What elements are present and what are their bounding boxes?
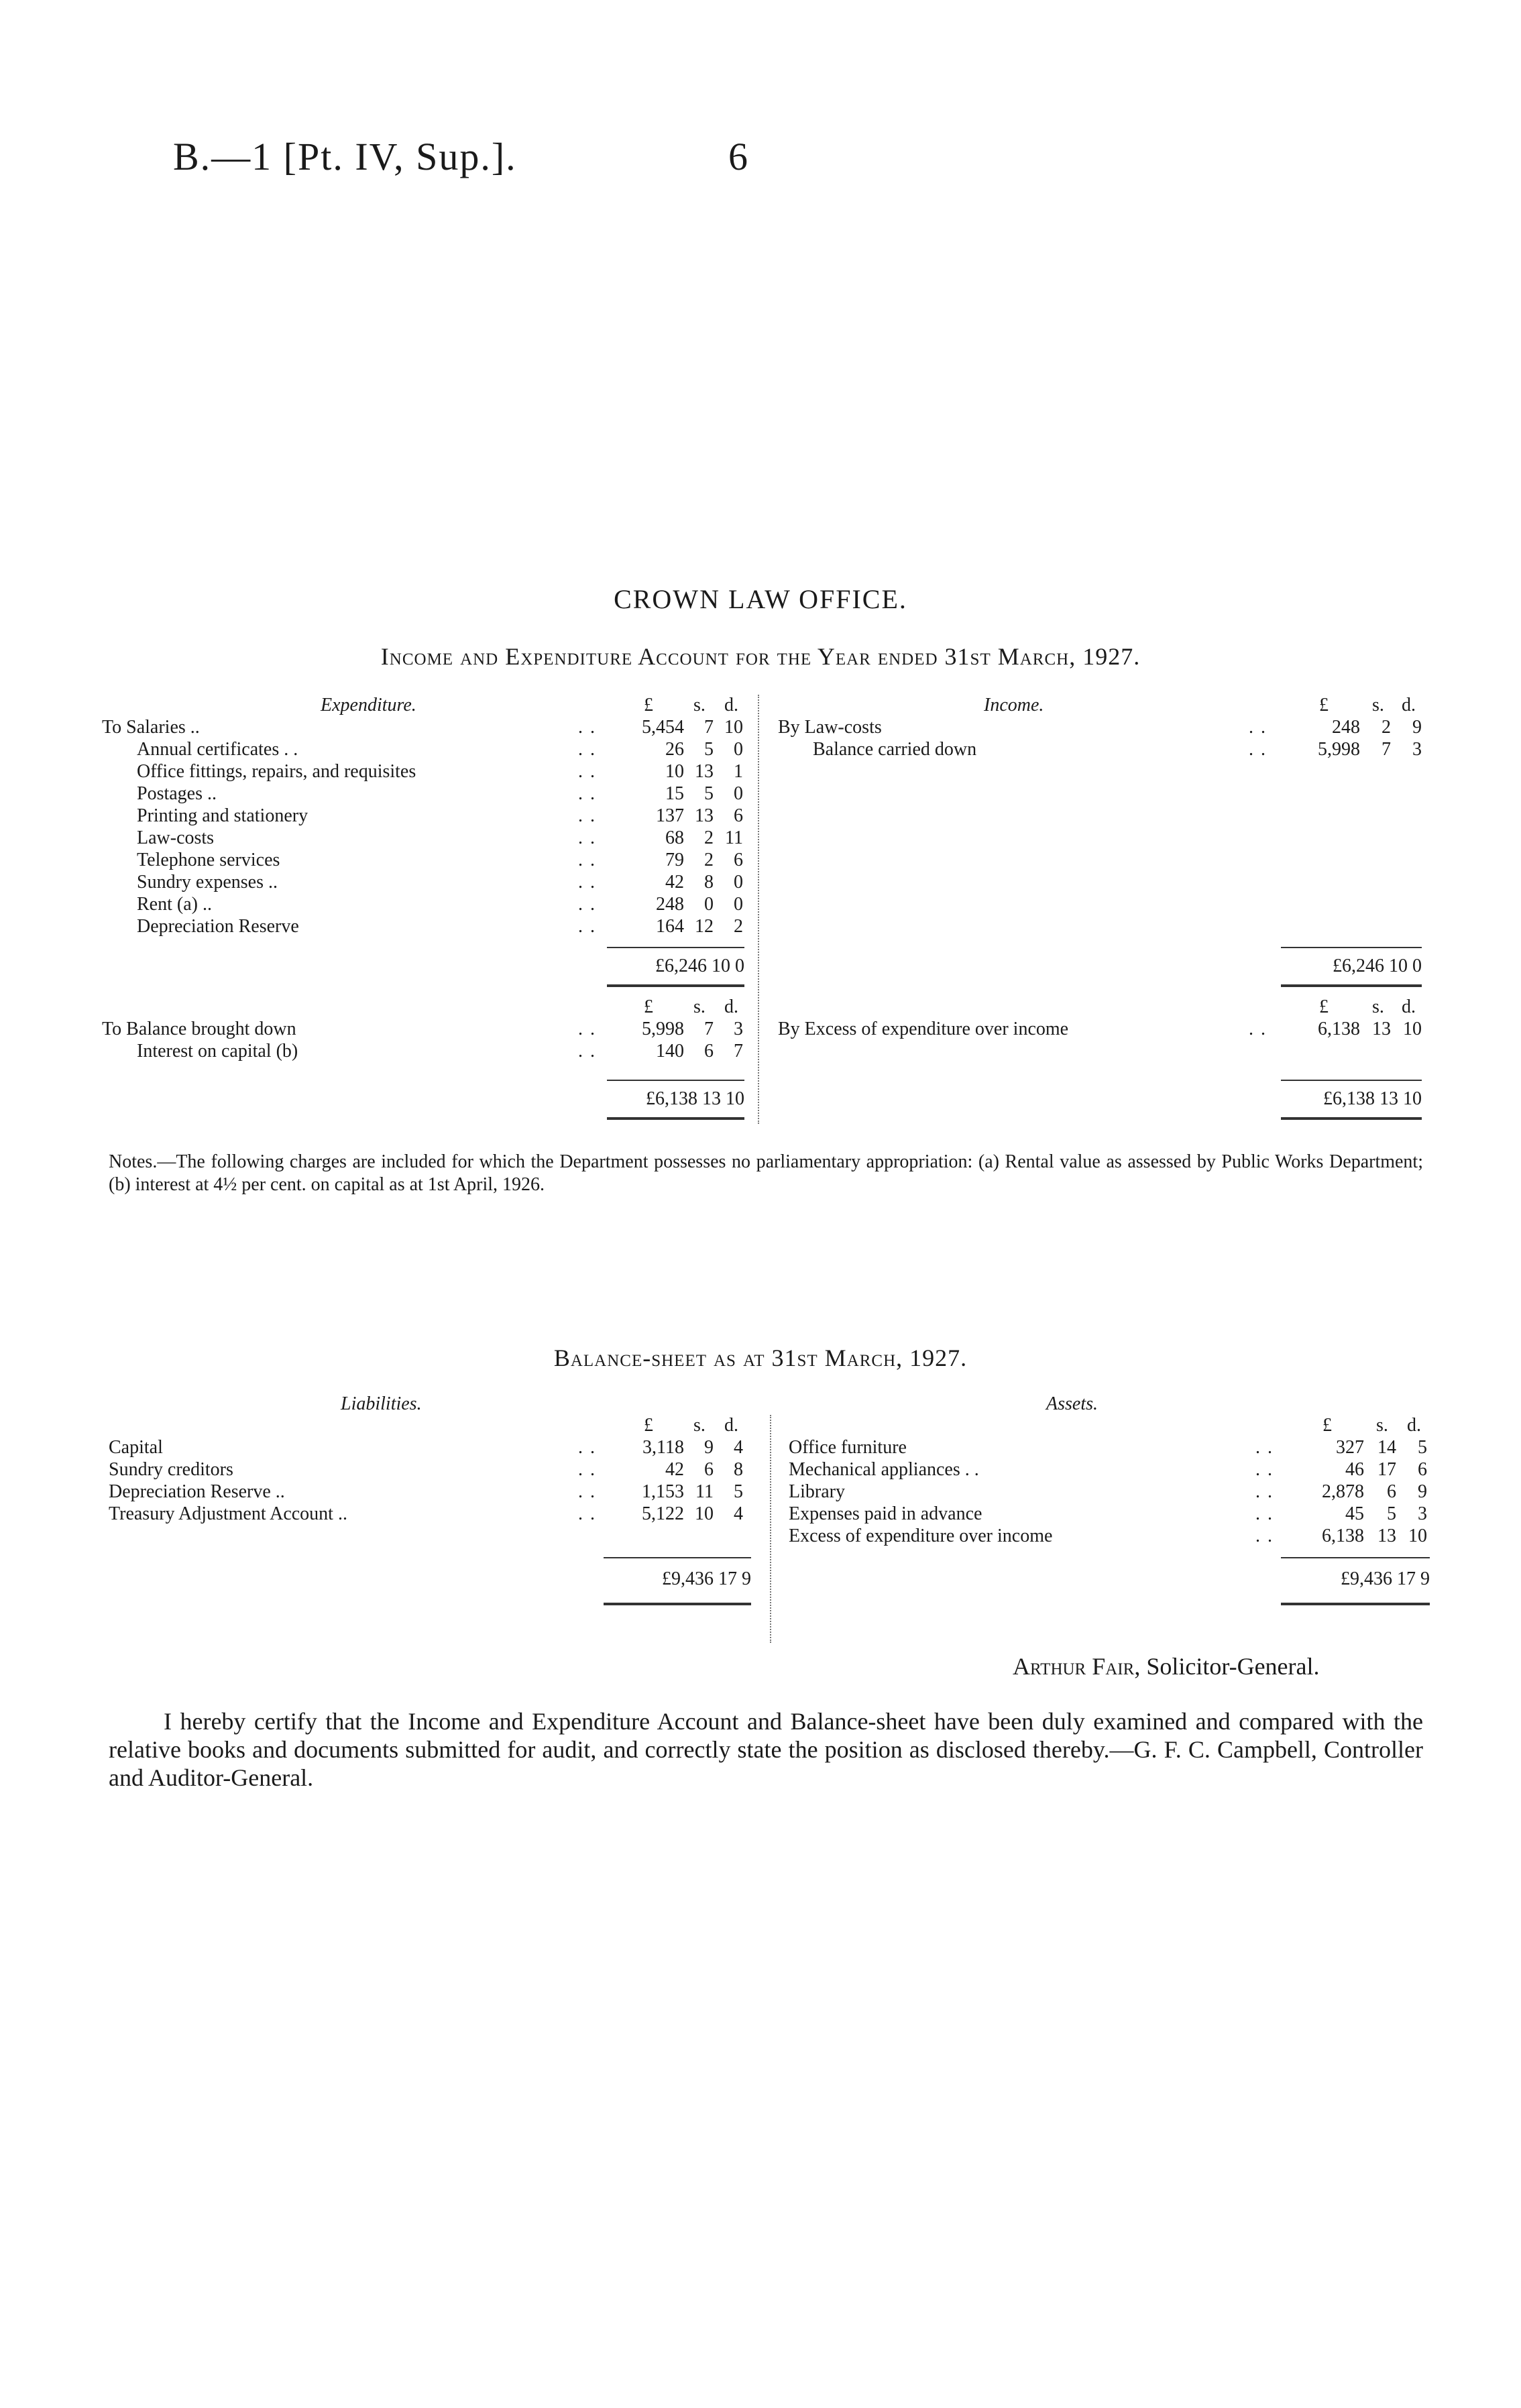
pence-value: 0 <box>734 894 743 915</box>
pence-value: 5 <box>734 1481 743 1502</box>
leader-dots: . . <box>1249 717 1267 738</box>
pounds-value: 3,118 <box>642 1437 684 1458</box>
pence-value: 3 <box>734 1019 743 1039</box>
leader-dots: . . <box>578 1503 596 1524</box>
total-rule <box>1281 1080 1422 1081</box>
pounds-value: 6,138 <box>1318 1019 1360 1039</box>
pence-value: 3 <box>1412 739 1422 760</box>
row-label: Sundry expenses .. <box>137 872 278 893</box>
pence-header: d. <box>724 996 738 1017</box>
pence-value: 7 <box>734 1041 743 1062</box>
expenditure-total: £6,246 10 0 <box>655 956 744 976</box>
shillings-value: 13 <box>1372 1019 1391 1039</box>
leader-dots: . . <box>578 916 596 937</box>
pounds-value: 10 <box>665 761 684 782</box>
page-number: 6 <box>728 135 749 178</box>
leader-dots: . . <box>1255 1526 1274 1546</box>
shillings-value: 6 <box>704 1459 714 1480</box>
leader-dots: . . <box>1255 1437 1274 1458</box>
pounds-value: 5,998 <box>642 1019 684 1039</box>
expenditure-row <box>0 893 1521 916</box>
income-row <box>0 1018 1521 1041</box>
leader-dots: . . <box>578 1481 596 1502</box>
expenditure-row <box>0 849 1521 872</box>
shillings-value: 13 <box>695 761 714 782</box>
pence-value: 8 <box>734 1459 743 1480</box>
row-label: Excess of expenditure over income <box>789 1526 1053 1546</box>
shillings-value: 6 <box>704 1041 714 1062</box>
shilling-header: s. <box>1372 996 1384 1017</box>
shilling-header: s. <box>693 1415 706 1436</box>
balance-heading: Balance-sheet as at 31st March, 1927. <box>553 1344 968 1371</box>
leader-dots: . . <box>1249 739 1267 760</box>
pounds-value: 6,138 <box>1322 1526 1364 1546</box>
pence-value: 3 <box>1418 1503 1427 1524</box>
expenditure-total-2: £6,138 13 10 <box>646 1088 744 1109</box>
total-rule <box>604 1557 751 1558</box>
expenditure-row <box>0 783 1521 805</box>
pounds-value: 248 <box>656 894 684 915</box>
pound-header: £ <box>1322 1415 1332 1436</box>
pounds-value: 42 <box>665 872 684 893</box>
pound-header: £ <box>644 695 653 715</box>
pence-value: 2 <box>734 916 743 937</box>
row-label: Capital <box>109 1437 163 1458</box>
income-total-2: £6,138 13 10 <box>1323 1088 1422 1109</box>
row-label: Printing and stationery <box>137 805 308 826</box>
row-label: Mechanical appliances . . <box>789 1459 979 1480</box>
double-rule <box>607 1117 744 1120</box>
pence-value: 10 <box>1408 1526 1427 1546</box>
page-reference: B.—1 [Pt. IV, Sup.]. <box>173 135 517 178</box>
shilling-header: s. <box>1376 1415 1388 1436</box>
leader-dots: . . <box>578 739 596 760</box>
row-label: Interest on capital (b) <box>137 1041 298 1062</box>
pound-header: £ <box>1319 996 1329 1017</box>
shillings-value: 5 <box>704 783 714 804</box>
pence-value: 6 <box>734 850 743 870</box>
pounds-value: 42 <box>665 1459 684 1480</box>
assets-caption: Assets. <box>1046 1393 1098 1414</box>
pence-value: 9 <box>1412 717 1422 738</box>
asset-row <box>0 1503 1521 1526</box>
pence-value: 10 <box>724 717 743 738</box>
leader-dots: . . <box>578 805 596 826</box>
account-heading: Income and Expenditure Account for the Year ended 31st March, 1927. <box>380 643 1141 670</box>
shillings-value: 10 <box>695 1503 714 1524</box>
total-rule <box>607 947 744 948</box>
shillings-value: 7 <box>1382 739 1391 760</box>
total-rule <box>1281 947 1422 948</box>
signatory-name: Arthur Fair <box>1013 1653 1135 1680</box>
double-rule <box>607 984 744 987</box>
pence-value: 0 <box>734 872 743 893</box>
asset-row <box>0 1436 1521 1459</box>
shillings-value: 12 <box>695 916 714 937</box>
leader-dots: . . <box>1255 1503 1274 1524</box>
pounds-value: 46 <box>1345 1459 1364 1480</box>
row-label: Annual certificates . . <box>137 739 298 760</box>
total-rule <box>607 1080 744 1081</box>
row-label: Treasury Adjustment Account .. <box>109 1503 347 1524</box>
pence-header: d. <box>724 1415 738 1436</box>
shillings-value: 2 <box>704 850 714 870</box>
leader-dots: . . <box>578 717 596 738</box>
pence-header: d. <box>1407 1415 1421 1436</box>
asset-row <box>0 1458 1521 1481</box>
pounds-value: 5,454 <box>642 717 684 738</box>
row-label: To Balance brought down <box>102 1019 296 1039</box>
leader-dots: . . <box>578 1459 596 1480</box>
audit-certificate: I hereby certify that the Income and Expenditure Account and Balance-sheet have been duly examined and compared with the relative books and documents submitted for audit, and correctly state the position as disclosed thereby.—G. F. C. Campbell, Controller and Auditor-General. <box>109 1708 1423 1791</box>
leader-dots: . . <box>1255 1459 1274 1480</box>
asset-row <box>0 1481 1521 1503</box>
expenditure-row <box>0 805 1521 827</box>
pounds-value: 45 <box>1345 1503 1364 1524</box>
column-divider <box>770 1415 771 1643</box>
shillings-value: 9 <box>704 1437 714 1458</box>
pence-value: 4 <box>734 1437 743 1458</box>
expenditure-row <box>0 915 1521 938</box>
shillings-value: 13 <box>695 805 714 826</box>
shillings-value: 6 <box>1387 1481 1396 1502</box>
shillings-value: 5 <box>704 739 714 760</box>
leader-dots: . . <box>578 1019 596 1039</box>
row-label: Depreciation Reserve .. <box>109 1481 285 1502</box>
assets-total: £9,436 17 9 <box>1341 1568 1430 1589</box>
leader-dots: . . <box>578 1437 596 1458</box>
shilling-header: s. <box>1372 695 1384 715</box>
asset-row <box>0 1525 1521 1548</box>
liabilities-total: £9,436 17 9 <box>662 1568 751 1589</box>
signature <box>1013 1652 1320 1680</box>
income-total: £6,246 10 0 <box>1333 956 1422 976</box>
pounds-value: 5,122 <box>642 1503 684 1524</box>
pounds-value: 327 <box>1336 1437 1364 1458</box>
income-row <box>0 716 1521 739</box>
shillings-value: 8 <box>704 872 714 893</box>
row-label: Expenses paid in advance <box>789 1503 982 1524</box>
pence-header: d. <box>1402 695 1416 715</box>
pence-value: 0 <box>734 783 743 804</box>
pound-header: £ <box>1319 695 1329 715</box>
shillings-value: 2 <box>704 827 714 848</box>
row-label: By Law-costs <box>778 717 882 738</box>
row-label: Library <box>789 1481 845 1502</box>
pence-value: 9 <box>1418 1481 1427 1502</box>
pence-value: 0 <box>734 739 743 760</box>
row-label: Telephone services <box>137 850 280 870</box>
pence-value: 6 <box>734 805 743 826</box>
pounds-value: 2,878 <box>1322 1481 1364 1502</box>
leader-dots: . . <box>578 783 596 804</box>
pence-header: d. <box>1402 996 1416 1017</box>
leader-dots: . . <box>1249 1019 1267 1039</box>
notes-paragraph: Notes.—The following charges are included for which the Department possesses no parliamentary appropriation: (a) Rental value as assessed by Public Works Department; (b) interest at 4½ per cent. on capital as at 1st April, 1926. <box>109 1151 1423 1195</box>
pence-value: 10 <box>1403 1019 1422 1039</box>
shillings-value: 2 <box>1382 717 1391 738</box>
double-rule <box>1281 1117 1422 1120</box>
row-label: Rent (a) .. <box>137 894 212 915</box>
leader-dots: . . <box>578 1041 596 1062</box>
row-label: Office fittings, repairs, and requisites <box>137 761 416 782</box>
pound-header: £ <box>644 1415 653 1436</box>
row-label: Office furniture <box>789 1437 907 1458</box>
shillings-value: 7 <box>704 1019 714 1039</box>
leader-dots: . . <box>578 827 596 848</box>
office-title: CROWN LAW OFFICE. <box>614 584 907 614</box>
shillings-value: 0 <box>704 894 714 915</box>
signatory-title: , Solicitor-General. <box>1134 1653 1320 1680</box>
double-rule <box>1281 1603 1430 1605</box>
row-label: Law-costs <box>137 827 215 848</box>
pounds-value: 68 <box>665 827 684 848</box>
shilling-header: s. <box>693 695 706 715</box>
pounds-value: 164 <box>656 916 684 937</box>
pence-value: 1 <box>734 761 743 782</box>
pounds-value: 5,998 <box>1318 739 1360 760</box>
pounds-value: 140 <box>656 1041 684 1062</box>
leader-dots: . . <box>1255 1481 1274 1502</box>
shillings-value: 17 <box>1377 1459 1396 1480</box>
pence-header: d. <box>724 695 738 715</box>
pound-header: £ <box>644 996 653 1017</box>
pence-value: 6 <box>1418 1459 1427 1480</box>
shillings-value: 5 <box>1387 1503 1396 1524</box>
shillings-value: 14 <box>1377 1437 1396 1458</box>
leader-dots: . . <box>578 872 596 893</box>
expenditure-row <box>0 871 1521 894</box>
pounds-value: 15 <box>665 783 684 804</box>
shillings-value: 7 <box>704 717 714 738</box>
pounds-value: 248 <box>1332 717 1360 738</box>
pounds-value: 1,153 <box>642 1481 684 1502</box>
pounds-value: 26 <box>665 739 684 760</box>
row-label: Postages .. <box>137 783 217 804</box>
income-caption: Income. <box>984 695 1044 715</box>
pence-value: 4 <box>734 1503 743 1524</box>
liabilities-caption: Liabilities. <box>341 1393 422 1414</box>
expenditure-row <box>0 760 1521 783</box>
expenditure-row <box>0 1040 1521 1063</box>
double-rule <box>1281 984 1422 987</box>
pence-value: 11 <box>725 827 743 848</box>
income-row <box>0 738 1521 761</box>
pence-value: 5 <box>1418 1437 1427 1458</box>
leader-dots: . . <box>578 894 596 915</box>
shillings-value: 11 <box>695 1481 714 1502</box>
leader-dots: . . <box>578 850 596 870</box>
pounds-value: 79 <box>665 850 684 870</box>
total-rule <box>1281 1557 1430 1558</box>
double-rule <box>604 1603 751 1605</box>
row-label: By Excess of expenditure over income <box>778 1019 1069 1039</box>
row-label: Balance carried down <box>813 739 977 760</box>
row-label: Sundry creditors <box>109 1459 233 1480</box>
pounds-value: 137 <box>656 805 684 826</box>
expenditure-row <box>0 827 1521 850</box>
shillings-value: 13 <box>1377 1526 1396 1546</box>
expenditure-caption: Expenditure. <box>321 695 416 715</box>
row-label: Depreciation Reserve <box>137 916 299 937</box>
shilling-header: s. <box>693 996 706 1017</box>
leader-dots: . . <box>578 761 596 782</box>
row-label: To Salaries .. <box>102 717 200 738</box>
